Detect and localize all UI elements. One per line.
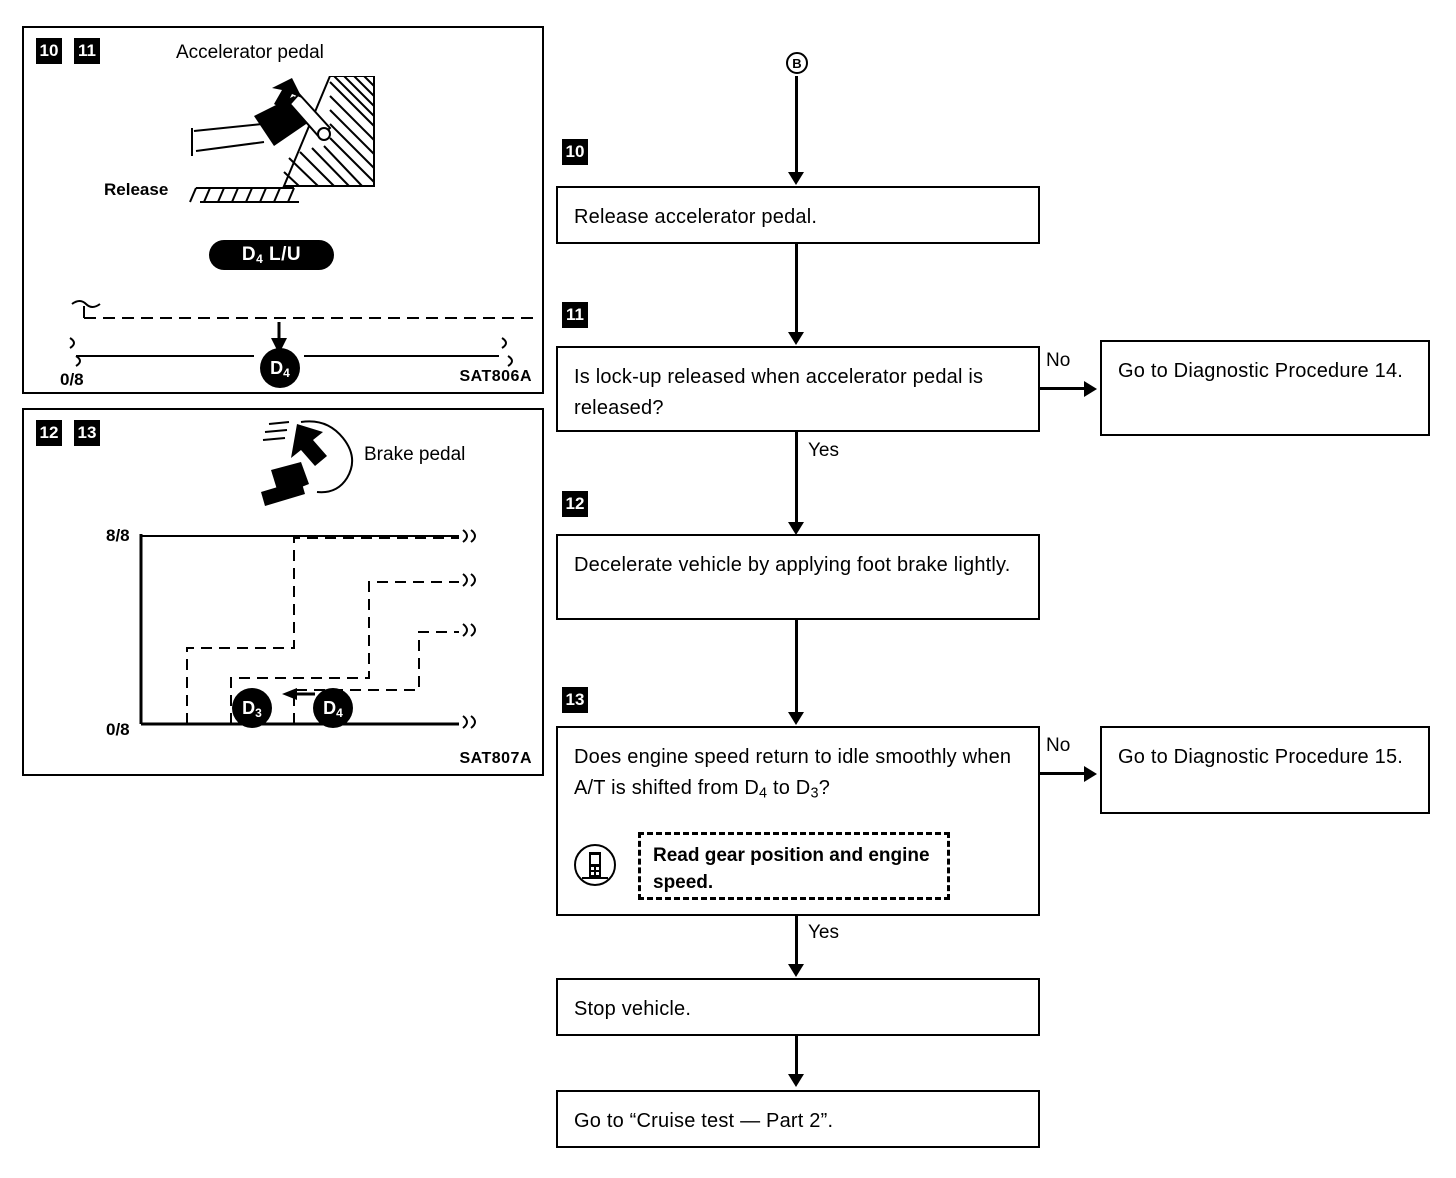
panel1-gear-circle: $D_4$ <box>260 348 300 388</box>
panel1-code: SAT806A <box>459 368 532 385</box>
flow-box-diagnostic-15-text: Go to Diagnostic Procedure 15. <box>1118 746 1404 768</box>
flow-box-lockup-question-text: Is lock-up released when accelerator pedal is released? <box>574 366 984 419</box>
flow-box-decelerate-text: Decelerate vehicle by applying foot brake lightly. <box>574 554 1011 576</box>
arrow-step11-no <box>1084 381 1097 397</box>
panel2-axis-top: 8/8 <box>106 526 130 545</box>
flow-step-num-12: 12 <box>562 491 588 517</box>
read-gear-note-text: Read gear position and engine speed. <box>653 845 930 893</box>
arrow-step10-to-step11 <box>788 332 804 345</box>
arrow-b-to-step10 <box>788 172 804 185</box>
edge-step11-to-step12 <box>795 432 798 528</box>
flow-box-diagnostic-14-text: Go to Diagnostic Procedure 14. <box>1118 360 1404 382</box>
flow-box-idle-question-text: Does engine speed return to idle smoothly when A/T is shifted from $D_4$ to $D_3$? <box>574 746 1012 802</box>
label-yes-2: Yes <box>808 922 839 943</box>
illustration-panel-accelerator <box>22 26 544 394</box>
edge-step12-to-step13 <box>795 620 798 718</box>
panel2-code: SAT807A <box>459 750 532 767</box>
edge-b-to-step10 <box>795 76 798 176</box>
panel2-axis-bottom: 0/8 <box>106 720 130 739</box>
read-gear-note <box>638 832 950 900</box>
panel2-step-12: 12 <box>36 420 62 446</box>
flow-box-cruise-test-text: Go to “Cruise test — Part 2”. <box>574 1110 834 1132</box>
panel1-axis-label: 0/8 <box>60 370 84 389</box>
label-no-2: No <box>1046 735 1071 756</box>
illustration-panel-brake <box>22 408 544 776</box>
edge-step10-to-step11 <box>795 244 798 338</box>
panel2-step-13: 13 <box>74 420 100 446</box>
flow-step-num-10: 10 <box>562 139 588 165</box>
flow-box-release-accelerator-text: Release accelerator pedal. <box>574 206 818 228</box>
connector-b: B <box>786 52 808 74</box>
accelerator-pedal-drawing <box>134 76 384 216</box>
flow-step-num-13: 13 <box>562 687 588 713</box>
panel2-gear-circle-d3: $D_3$ <box>232 688 272 728</box>
flow-box-decelerate <box>556 534 1040 620</box>
arrow-step12-to-step13 <box>788 712 804 725</box>
panel2-graph <box>119 528 499 748</box>
flow-box-cruise-test <box>556 1090 1040 1148</box>
panel1-gear-pill <box>209 240 334 270</box>
arrow-step13-to-stop <box>788 964 804 977</box>
panel1-gear-pill-text: $D_4$ L/U <box>241 244 302 266</box>
panel2-gear-circle-d4: $D_4$ <box>313 688 353 728</box>
panel1-step-10: 10 <box>36 38 62 64</box>
flow-step-num-11: 11 <box>562 302 588 328</box>
label-yes-1: Yes <box>808 440 839 461</box>
flow-box-stop-vehicle-text: Stop vehicle. <box>574 998 692 1020</box>
arrow-stop-to-cruise <box>788 1074 804 1087</box>
panel1-step-11: 11 <box>74 38 100 64</box>
flow-box-stop-vehicle <box>556 978 1040 1036</box>
label-no-1: No <box>1046 350 1071 371</box>
flow-box-diagnostic-15 <box>1100 726 1430 814</box>
consult-tool-icon <box>574 844 616 886</box>
edge-step13-to-stop <box>795 916 798 970</box>
panel1-release-label: Release <box>104 180 169 199</box>
flow-box-diagnostic-14 <box>1100 340 1430 436</box>
panel1-title: Accelerator pedal <box>176 42 324 63</box>
arrow-step13-no <box>1084 766 1097 782</box>
flow-box-release-accelerator <box>556 186 1040 244</box>
panel2-title: Brake pedal <box>364 444 466 465</box>
flow-box-lockup-question <box>556 346 1040 432</box>
edge-step13-no <box>1040 772 1090 775</box>
brake-pedal-drawing <box>239 418 399 528</box>
edge-step11-no <box>1040 387 1090 390</box>
